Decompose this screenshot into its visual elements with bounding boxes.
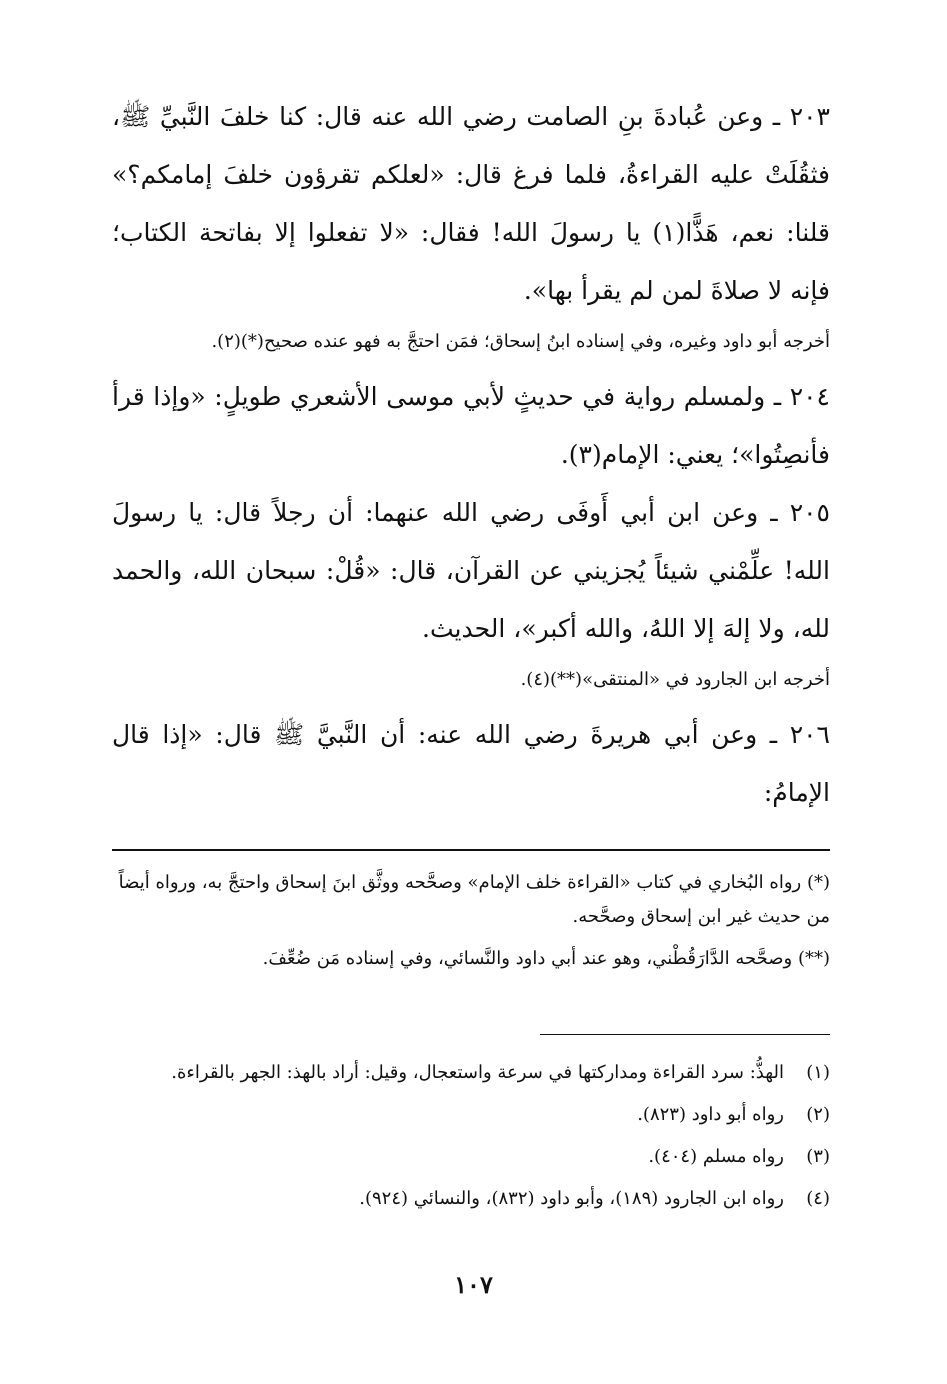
footnote-text: رواه ابن الجارود (١٨٩)، وأبو داود (٨٣٢)، والنسائي (٩٢٤). (359, 1188, 784, 1209)
commentary-note: (*) رواه البُخاري في كتاب «القراءة خلف الإمام» وصحَّحه ووثَّق ابنَ إسحاق واحتجَّ به، ورواه أيضاً من حديث غير ابن إسحاق وصحَّحه. (118, 872, 830, 927)
main-text (112, 88, 830, 822)
footnote-number: (٤) (806, 1188, 830, 1209)
footnote-item (112, 1182, 830, 1216)
hadith-206: ٢٠٦ ـ وعن أبي هريرةَ رضي الله عنه: أن النَّبيَّ ﷺ قال: «إذا قال الإمامُ: (112, 720, 830, 807)
footnote-text: رواه أبو داود (٨٢٣). (637, 1104, 784, 1125)
footnote-text: رواه مسلم (٤٠٤). (648, 1146, 784, 1167)
takhrij-203: أخرجه أبو داود وغيره، وفي إسناده ابنُ إسحاق؛ فمَن احتجَّ به فهو عنده صحيح(*)(٢). (211, 331, 830, 352)
footnote-text: الهذُّ: سرد القراءة ومداركتها في سرعة واستعجال، وقيل: أراد بالهذ: الجهر بالقراءة. (171, 1062, 784, 1083)
footnote-short-divider (540, 1034, 830, 1035)
commentary-notes (112, 866, 830, 984)
hadith-205: ٢٠٥ ـ وعن ابن أبي أَوفَى رضي الله عنهما: أن رجلاً قال: يا رسولَ الله! علِّمْني شيئاً يُجزيني عن القرآن، قال: «قُلْ: سبحان الله، والحمد لله، ولا إلهَ إلا اللهُ، والله أكبر»، الحديث. (112, 498, 830, 643)
footnote-number: (٣) (806, 1146, 830, 1167)
hadith-203: ٢٠٣ ـ وعن عُبادةَ بنِ الصامت رضي الله عنه قال: كنا خلفَ النَّبيِّ ﷺ، فثقُلَتْ عليه القراءةُ، فلما فرغ قال: «لعلكم تقرؤون خلفَ إمامكم؟» قلنا: نعم، هَذًّا(١) يا رسولَ الله! فقال: «لا تفعلوا إلا بفاتحة الكتاب؛ فإنه لا صلاةَ لمن لم يقرأ بها». (112, 102, 830, 305)
takhrij-205: أخرجه ابن الجارود في «المنتقى»(**)(٤). (520, 669, 830, 690)
commentary-note: (**) وصحَّحه الدَّارَقُطْني، وهو عند أبي داود والنَّسائي، وفي إسناده مَن ضُعِّفَ. (262, 948, 830, 969)
footnote-number: (١) (806, 1062, 830, 1083)
footnotes (112, 1056, 830, 1224)
hadith-204: ٢٠٤ ـ ولمسلم رواية في حديثٍ لأبي موسى الأشعري طويلٍ: «وإذا قرأ فأنصِتُوا»؛ يعني: الإمام(٣). (112, 382, 830, 469)
footnote-divider (112, 849, 830, 851)
footnote-number: (٢) (806, 1104, 830, 1125)
page-number: ١٠٧ (454, 1270, 493, 1299)
footnote-item (112, 1056, 830, 1090)
footnote-item (112, 1098, 830, 1132)
footnote-item (112, 1140, 830, 1174)
